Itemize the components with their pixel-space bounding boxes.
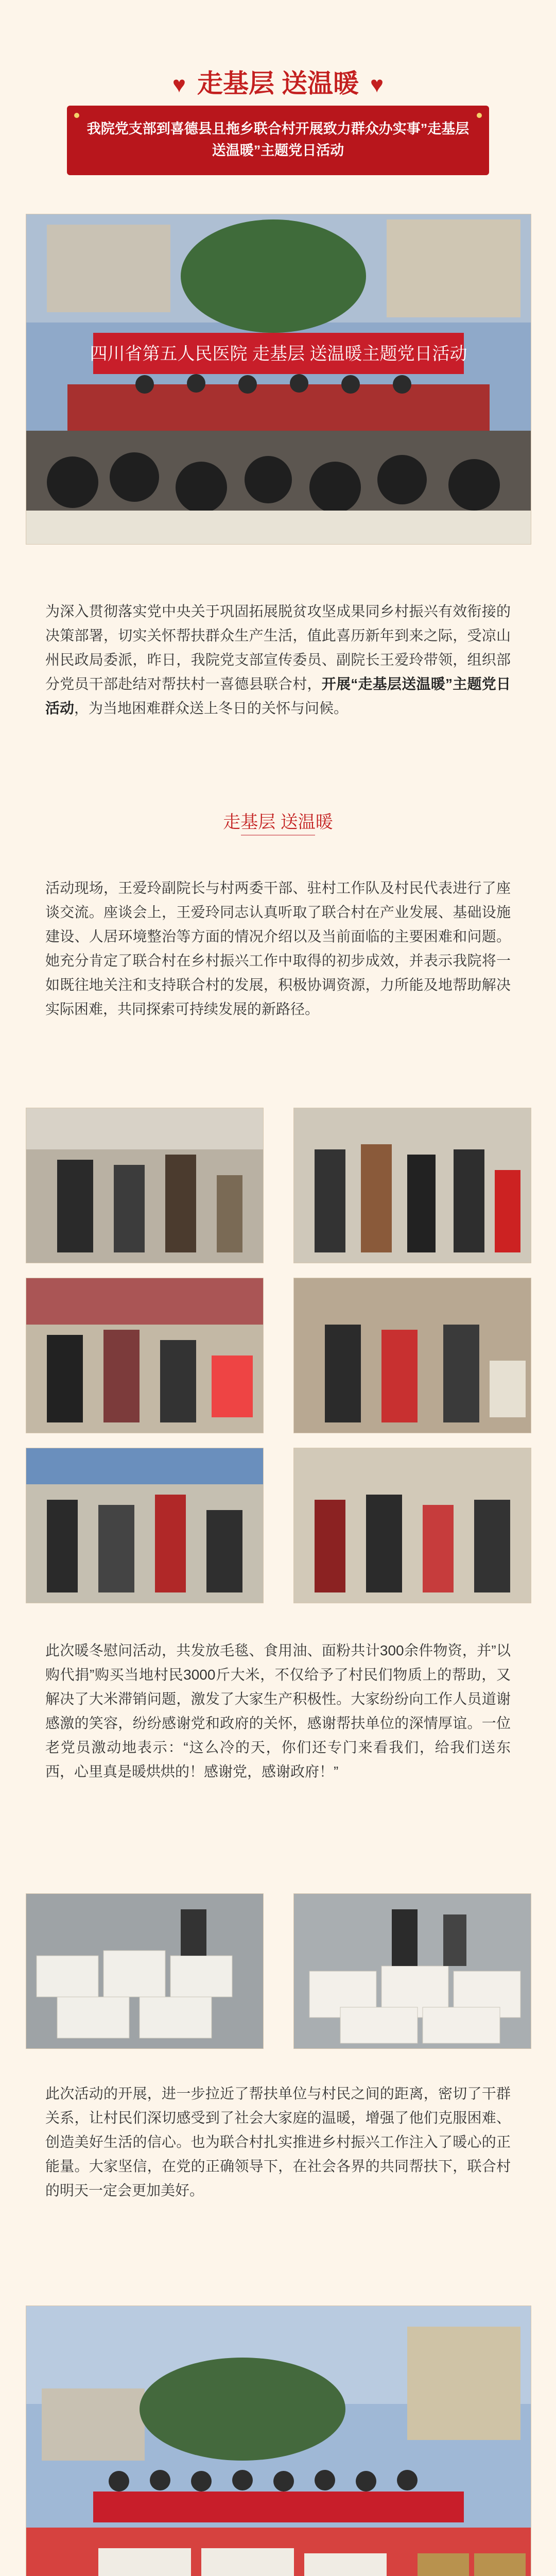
rice-bags-photo [26,1893,264,2049]
subtitle-banner: 我院党支部到喜德县且拖乡联合村开展致力群众办实事”走基层 送温暖”主题党日活动 [67,106,489,175]
intro-paragraph: 为深入贯彻落实党中央关于巩固拓展脱贫攻坚成果同乡村振兴有效衔接的决策部署，切实关怀帮扶群众生产生活，值此喜历新年到来之际，受凉山州民政局委派，昨日，我院党支部宣传委员、副院长王爱玲带领，组织部分党员干部赴结对帮扶村一喜德县联合村，开展“走基层送温暖”主题党日活动，为当地困难群众送上冬日的关怀与问候。 [45,603,511,716]
meeting-paragraph: 活动现场，王爱玲副院长与村两委干部、驻村工作队及村民代表进行了座谈交流。座谈会上，王爱玲同志认真听取了联合村在产业发展、基础设施建设、人居环境整治等方面的情况介绍以及当前面临的主要困难和问题。她充分肯定了联合村在乡村振兴工作中取得的初步成效，并表示我院将一如既往地关注和支持联合村的发展，积极协调资源，力所能及地帮助解决实际困难，共同探索可持续发展的新路径。 [45,880,511,1017]
stage-banner-text: 四川省第五人民医院 走基层 送温暖主题党日活动 [90,344,467,364]
rice-pile-photo [293,1893,531,2049]
group-photo [26,2306,531,2576]
relief-paragraph: 此次暖冬慰问活动，共发放毛毯、食用油、面粉共计300余件物资，并”以购代捐”购买当地村民3000斤大米，不仅给予了村民们物质上的帮助，又解决了大米滞销问题，激发了大家生产积极性。大家纷纷向工作人员道谢感激的笑容，纷纷感谢党和政府的关怀，感谢帮扶单位的深情厚谊。一位老党员激动地表示：“这么冷的天，你们还专门来看我们，给我们送东西，心里真是暖烘烘的！感谢党，感谢政府！” [45,1642,511,1780]
section-title: 走基层 送温暖 [223,812,333,832]
visit-home-6 [293,1448,531,1603]
closing-paragraph: 此次活动的开展，进一步拉近了帮扶单位与村民之间的距离，密切了干群关系，让村民们深切感受到了社会大家庭的温暖，增强了他们克服困难、创造美好生活的信心。也为联合村扎实推进乡村振兴工作注入了暖心的正能量。大家坚信，在党的正确领导下，在社会各界的共同帮扶下，联合村的明天一定会更加美好。 [45,2086,511,2198]
event-stage-photo [26,214,531,545]
visit-home-2 [293,1108,531,1263]
section-underline [241,835,315,836]
visit-home-1 [26,1108,264,1263]
visit-home-3 [26,1278,264,1433]
heart-icon: ♥ [370,72,384,97]
visit-home-4 [293,1278,531,1433]
visit-home-5 [26,1448,264,1603]
page-title: ♥ 走基层 送温暖 ♥ [172,69,384,98]
heart-icon: ♥ [172,72,186,97]
